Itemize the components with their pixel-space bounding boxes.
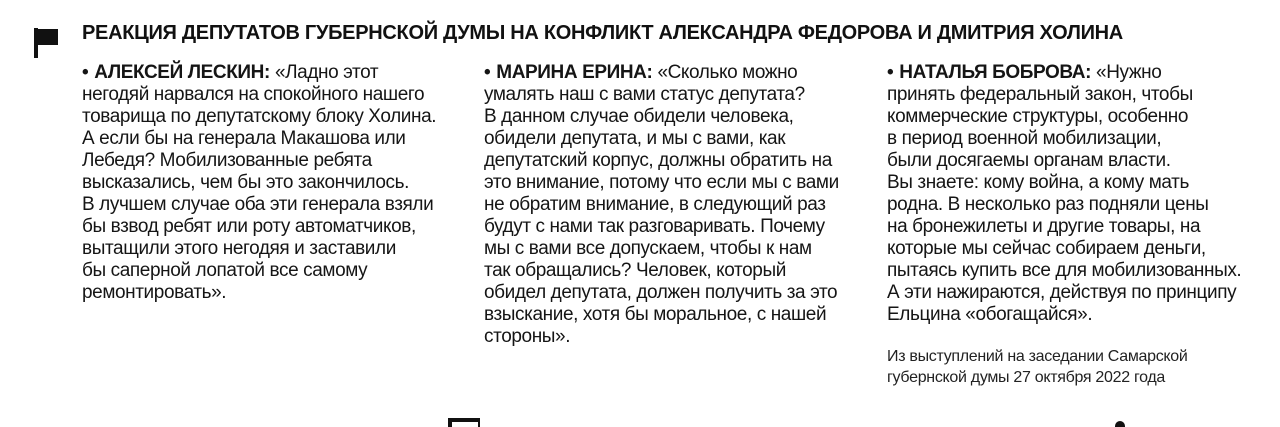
quote-text: товарища по депутатскому блоку Холина. — [82, 106, 437, 127]
quote-text: А эти нажираются, действуя по принципу — [887, 282, 1237, 303]
quote-text: которые мы сейчас собираем деньги, — [887, 238, 1206, 259]
article-headline: РЕАКЦИЯ ДЕПУТАТОВ ГУБЕРНСКОЙ ДУМЫ НА КОНФЛИКТ АЛЕКСАНДРА ФЕДОРОВА И ДМИТРИЯ ХОЛИНА — [82, 22, 1123, 44]
quote-text: депутатский корпус, должны обратить на — [484, 150, 832, 171]
quote-text: не обратим внимание, в следующий раз — [484, 194, 826, 215]
cropped-letter-fragment — [448, 418, 480, 427]
quote-text: стороны». — [484, 326, 571, 347]
quote-text: родна. В несколько раз подняли цены — [887, 194, 1209, 215]
quote-leskin — [82, 62, 452, 304]
quote-text: коммерческие структуры, особенно — [887, 106, 1189, 127]
quote-text: Вы знаете: кому война, а кому мать — [887, 172, 1189, 193]
quote-text: мы с вами все допускаем, чтобы к нам — [484, 238, 812, 259]
quote-text: негодяй нарвался на спокойного нашего — [82, 84, 425, 105]
quote-text: в период военной мобилизации, — [887, 128, 1162, 149]
quote-text: Ельцина «обогащайся». — [887, 304, 1093, 325]
quote-text: ремонтировать». — [82, 282, 227, 303]
quote-bobrova — [887, 62, 1267, 326]
quote-text: «Нужно — [1096, 62, 1162, 83]
source-note — [887, 346, 1188, 388]
quote-text: на бронежилеты и другие товары, на — [887, 216, 1201, 237]
quote-text: так обращались? Человек, который — [484, 260, 786, 281]
quote-text: это внимание, потому что если мы с вами — [484, 172, 839, 193]
quote-text: высказались, чем бы это закончилось. — [82, 172, 410, 193]
quote-text: принять федеральный закон, чтобы — [887, 84, 1193, 105]
quote-text: обидели депутата, и мы с вами, как — [484, 128, 786, 149]
speaker-name: НАТАЛЬЯ БОБРОВА: — [899, 62, 1092, 83]
speaker-name: АЛЕКСЕЙ ЛЕСКИН: — [94, 62, 270, 83]
flag-icon — [34, 28, 58, 58]
bullet-icon: • — [82, 62, 89, 83]
bullet-icon: • — [484, 62, 491, 83]
quote-first-line — [887, 62, 1267, 84]
quote-first-line — [82, 62, 452, 84]
source-line: Из выступлений на заседании Самарской — [887, 348, 1188, 365]
quote-text: пытаясь купить все для мобилизованных. — [887, 260, 1242, 281]
bullet-icon: • — [887, 62, 894, 83]
source-line: губернской думы 27 октября 2022 года — [887, 369, 1166, 386]
quote-text: бы саперной лопатой все самому — [82, 260, 368, 281]
quote-text: А если бы на генерала Макашова или — [82, 128, 406, 149]
quote-text: В данном случае обидели человека, — [484, 106, 794, 127]
quote-text: «Сколько можно — [657, 62, 798, 83]
quote-first-line — [484, 62, 854, 84]
quote-text: Лебедя? Мобилизованные ребята — [82, 150, 372, 171]
quote-erina — [484, 62, 854, 348]
quote-text: умалять наш с вами статус депутата? — [484, 84, 805, 105]
quote-text: вытащили этого негодяя и заставили — [82, 238, 396, 259]
quote-text: В лучшем случае оба эти генерала взяли — [82, 194, 434, 215]
speaker-name: МАРИНА ЕРИНА: — [496, 62, 653, 83]
quote-text: обидел депутата, должен получить за это — [484, 282, 838, 303]
quote-text: были досягаемы органам власти. — [887, 150, 1171, 171]
quote-text: будут с нами так разговаривать. Почему — [484, 216, 825, 237]
quote-text: взыскание, хотя бы моральное, с нашей — [484, 304, 827, 325]
quote-text: бы взвод ребят или роту автоматчиков, — [82, 216, 416, 237]
quote-text: «Ладно этот — [274, 62, 379, 83]
cropped-letter-fragment — [1115, 421, 1125, 427]
